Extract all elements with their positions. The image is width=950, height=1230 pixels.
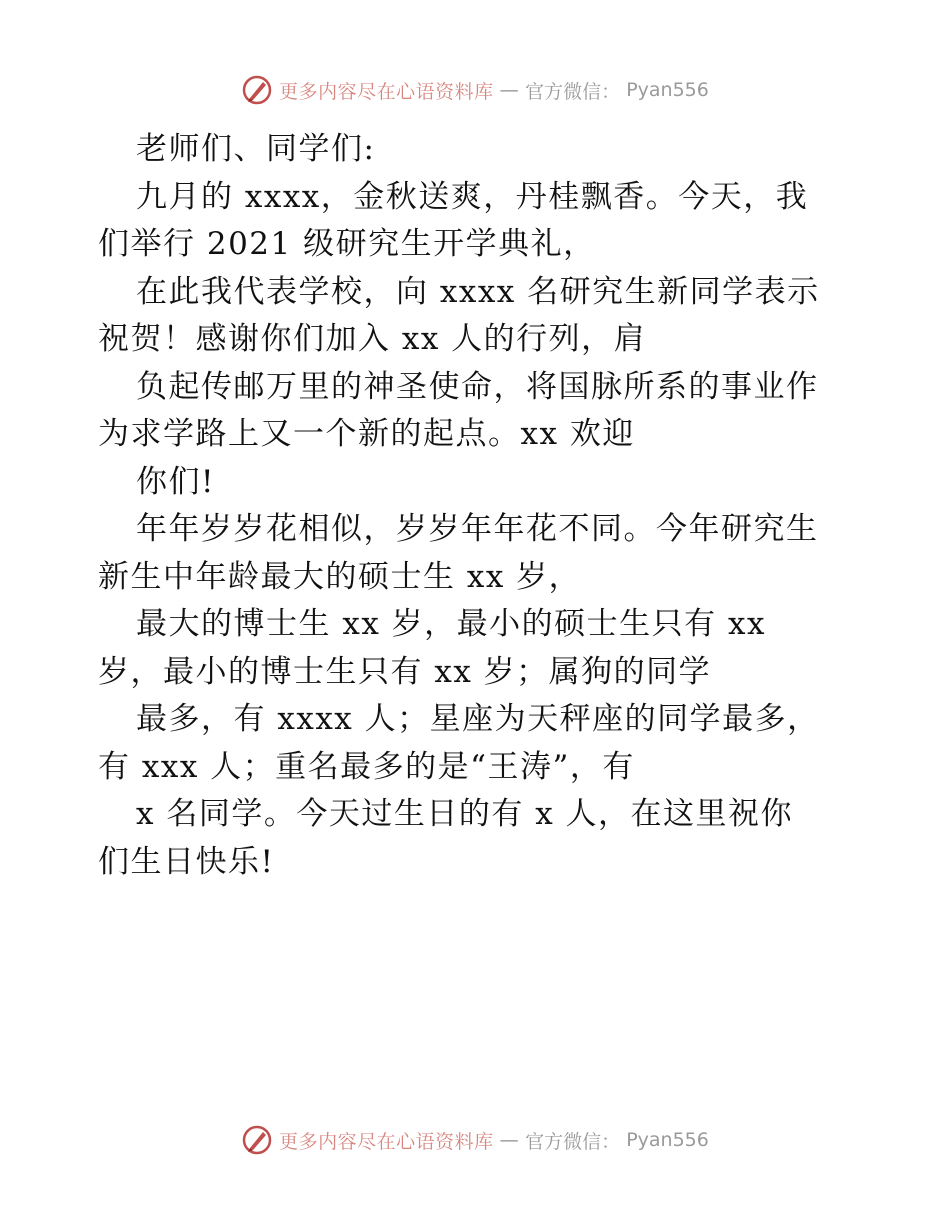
- watermark-wechat-id: Pyan556: [626, 79, 709, 101]
- text-line: 祝贺！感谢你们加入 xx 人的行列，肩: [98, 321, 647, 357]
- header-watermark: [0, 70, 950, 110]
- watermark-dash: —: [499, 79, 520, 101]
- text-line: x 名同学。今天过生日的有 x 人，在这里祝你: [136, 796, 794, 832]
- text-line: 负起传邮万里的神圣使命，将国脉所系的事业作: [136, 368, 819, 405]
- quill-pen-circle-icon: [241, 74, 273, 106]
- text-line: 岁，最小的博士生只有 xx 岁；属狗的同学: [98, 653, 712, 690]
- text-line: 最大的博士生 xx 岁，最小的硕士生只有 xx: [136, 606, 766, 642]
- text-line: 九月的 xxxx，金秋送爽，丹桂飘香。今天，我: [136, 178, 809, 215]
- text-line: 老师们、同学们:: [136, 131, 376, 167]
- watermark-brand: 更多内容尽在心语资料库: [279, 1130, 494, 1153]
- text-line: 在此我代表学校，向 xxxx 名研究生新同学表示: [136, 273, 820, 310]
- text-line: 为求学路上又一个新的起点。xx 欢迎: [98, 416, 635, 452]
- text-line: 年年岁岁花相似，岁岁年年花不同。今年研究生: [136, 511, 819, 547]
- text-line: 最多，有 xxxx 人；星座为天秤座的同学最多，: [136, 701, 820, 737]
- text-line: 有 xxx 人；重名最多的是“王涛”，有: [98, 748, 635, 785]
- watermark-wechat-label: 官方微信：: [525, 1130, 621, 1153]
- watermark-dash: —: [499, 1129, 520, 1151]
- watermark-brand: 更多内容尽在心语资料库: [279, 80, 494, 103]
- text-line: 们举行 2021 级研究生开学典礼，: [98, 226, 596, 262]
- text-line: 新生中年龄最大的硕士生 xx 岁，: [98, 558, 582, 595]
- speech-body: [98, 126, 858, 886]
- footer-watermark: [0, 1120, 950, 1160]
- watermark-wechat-id: Pyan556: [626, 1129, 709, 1151]
- quill-pen-circle-icon: [241, 1124, 273, 1156]
- text-line: 们生日快乐!: [98, 843, 275, 880]
- text-line: 你们!: [136, 463, 215, 500]
- watermark-wechat-label: 官方微信：: [525, 80, 621, 103]
